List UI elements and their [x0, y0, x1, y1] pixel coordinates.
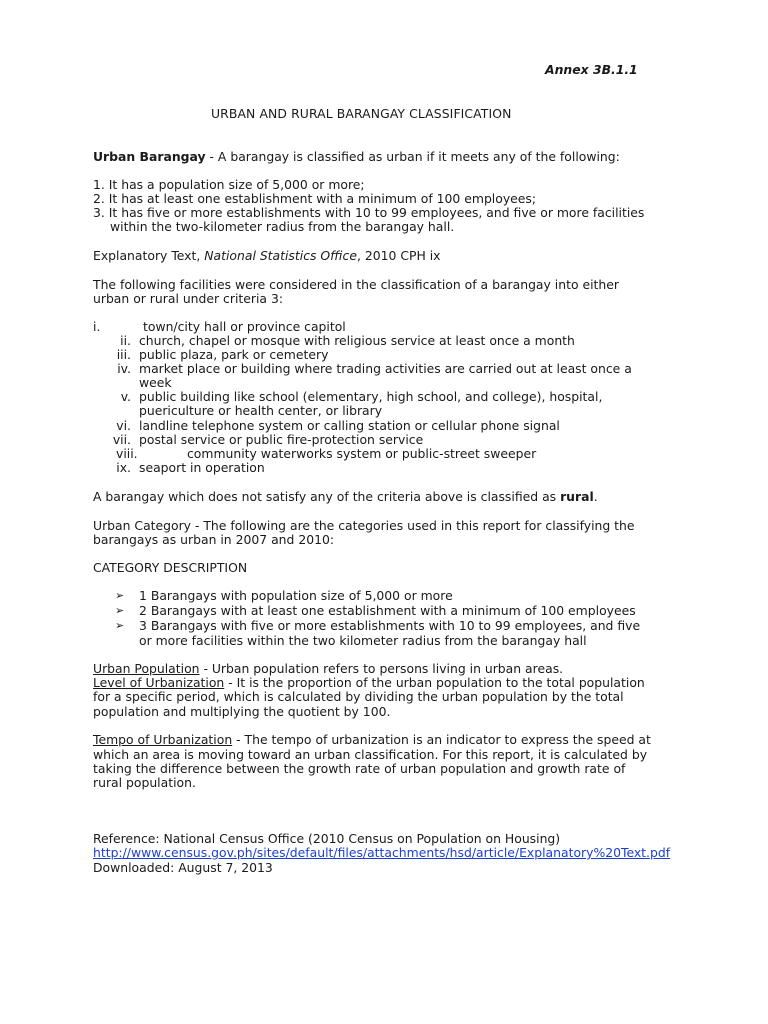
downloaded-date: Downloaded: August 7, 2013: [93, 860, 273, 875]
explanatory-prefix: Explanatory Text,: [93, 248, 205, 263]
urban-category-text: Urban Category - The following are the categories used in this report for classifying the: [93, 518, 635, 533]
facility-text: community waterworks system or public-street sweeper: [187, 446, 537, 461]
tempo-line: taking the difference between the growth rate of urban population and growth rate of: [93, 761, 626, 776]
facility-num: viii.: [116, 446, 138, 461]
reference-link[interactable]: http://www.census.gov.ph/sites/default/files/attachments/hsd/article/Explanatory%20Text.pdf: [93, 845, 671, 860]
facility-text: market place or building where trading activities are carried out at least once a: [139, 361, 632, 376]
level-of-urbanization-line: population and multiplying the quotient by 100.: [93, 704, 391, 719]
facility-num: iii.: [116, 347, 131, 362]
facility-text-continued: puericulture or health center, or library: [139, 403, 383, 418]
facility-text: public building like school (elementary, high school, and college), hospital,: [139, 389, 603, 404]
tempo-line: rural population.: [93, 775, 196, 790]
criteria-item: 2. It has at least one establishment with a minimum of 100 employees;: [93, 191, 537, 206]
rural-definition: [93, 490, 598, 504]
facility-num: i.: [93, 319, 101, 334]
reference-text: Reference: National Census Office (2010 Census on Population on Housing): [93, 831, 561, 846]
rural-text: A barangay which does not satisfy any of the criteria above is classified as: [93, 489, 561, 504]
level-of-urbanization-line: for a specific period, which is calculated by dividing the urban population by the total: [93, 689, 624, 704]
criteria-item: 3. It has five or more establishments with 10 to 99 employees, and five or more facilities: [93, 205, 645, 220]
facility-text: postal service or public fire-protection service: [139, 432, 424, 447]
facilities-intro: urban or rural under criteria 3:: [93, 291, 284, 306]
facility-num: ix.: [116, 460, 131, 475]
criteria-item: 1. It has a population size of 5,000 or more;: [93, 177, 365, 192]
category-item: 2 Barangays with at least one establishment with a minimum of 100 employees: [139, 603, 636, 618]
arrow-bullet-icon: ➢: [115, 619, 125, 632]
facilities-intro: The following facilities were considered in the classification of a barangay into either: [93, 277, 619, 292]
arrow-bullet-icon: ➢: [115, 604, 125, 617]
facility-text-continued: week: [139, 375, 172, 390]
urban-population-text: - Urban population refers to persons living in urban areas.: [199, 661, 564, 676]
category-header: CATEGORY DESCRIPTION: [93, 560, 248, 575]
urban-category-text: barangays as urban in 2007 and 2010:: [93, 532, 335, 547]
facility-text: public plaza, park or cemetery: [139, 347, 329, 362]
urban-barangay-term: Urban Barangay: [93, 149, 206, 164]
facility-text: town/city hall or province capitol: [143, 319, 346, 334]
arrow-bullet-icon: ➢: [115, 589, 125, 602]
level-of-urbanization-term: Level of Urbanization: [93, 675, 225, 690]
facility-num: v.: [120, 389, 131, 404]
explanatory-suffix: , 2010 CPH ix: [356, 248, 441, 263]
category-item: 1 Barangays with population size of 5,000 or more: [139, 588, 453, 603]
facility-num: vii.: [112, 432, 131, 447]
tempo-text: - The tempo of urbanization is an indicator to express the speed at: [232, 732, 651, 747]
category-item-continued: or more facilities within the two kilometer radius from the barangay hall: [139, 633, 587, 648]
rural-end: .: [593, 489, 598, 504]
page-title: URBAN AND RURAL BARANGAY CLASSIFICATION: [211, 106, 512, 121]
facility-num: vi.: [116, 418, 131, 433]
explanatory-text: [93, 249, 441, 263]
facility-num: ii.: [120, 333, 131, 348]
explanatory-source: National Statistics Office: [204, 248, 357, 263]
category-item: 3 Barangays with five or more establishments with 10 to 99 employees, and five: [139, 618, 641, 633]
urban-population-term: Urban Population: [93, 661, 200, 676]
rural-term: rural: [560, 489, 594, 504]
urban-barangay-definition: [93, 150, 620, 164]
urban-barangay-text: - A barangay is classified as urban if it meets any of the following:: [205, 149, 620, 164]
facility-text: seaport in operation: [139, 460, 265, 475]
level-of-urbanization-text: - It is the proportion of the urban population to the total population: [224, 675, 645, 690]
criteria-item-continued: within the two-kilometer radius from the barangay hall.: [110, 219, 455, 234]
facility-text: church, chapel or mosque with religious service at least once a month: [139, 333, 575, 348]
annex-label: Annex 3B.1.1: [545, 62, 638, 77]
facility-num: iv.: [117, 361, 131, 376]
tempo-term: Tempo of Urbanization: [93, 732, 233, 747]
tempo-line: which an area is moving toward an urban classification. For this report, it is calculated by: [93, 747, 648, 762]
facility-text: landline telephone system or calling station or cellular phone signal: [139, 418, 560, 433]
tempo-definition: [93, 733, 651, 747]
